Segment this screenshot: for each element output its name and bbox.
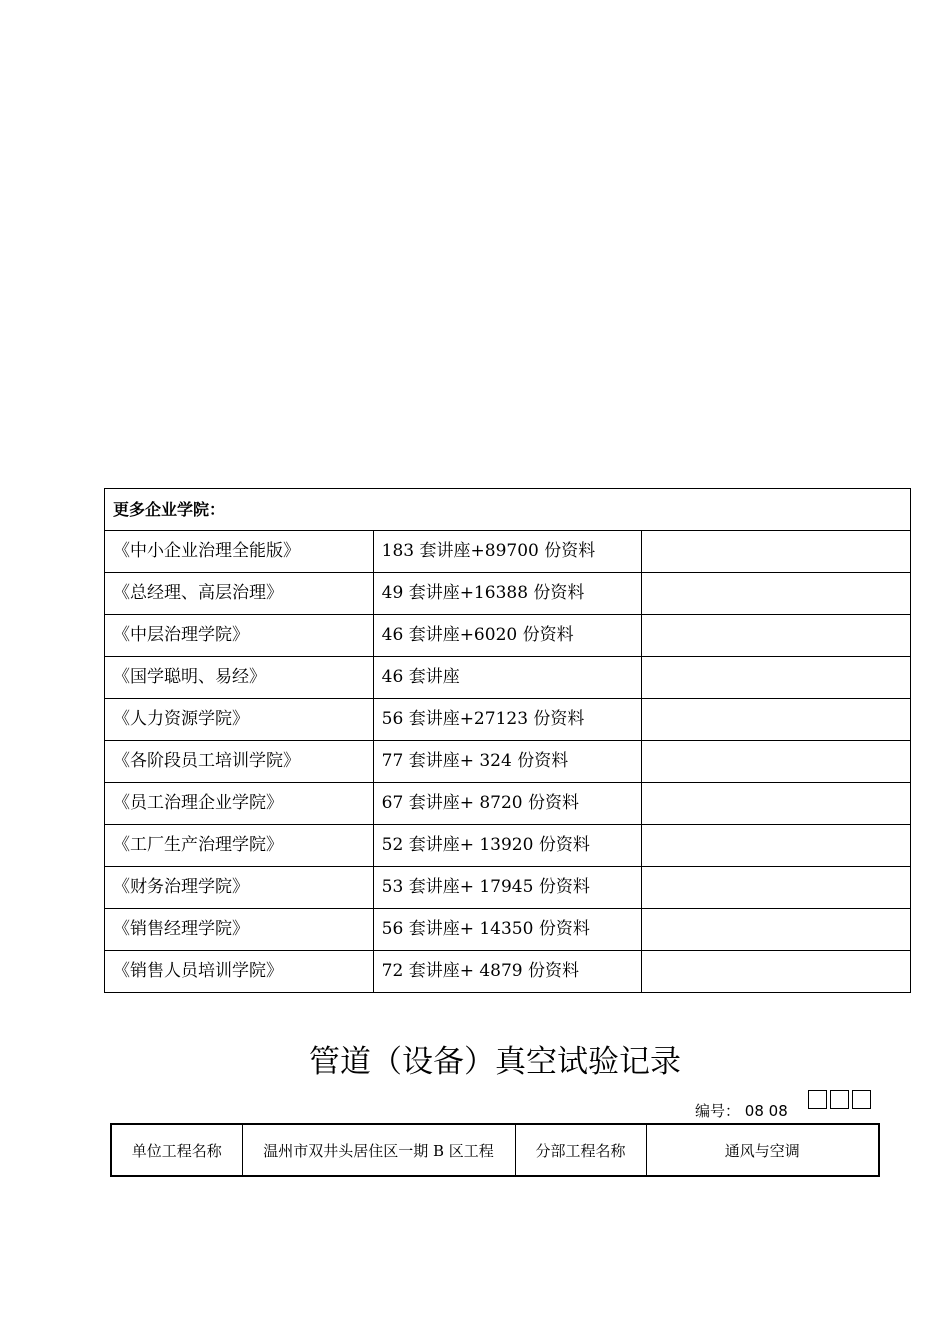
serial-box xyxy=(830,1090,849,1109)
table-row xyxy=(105,783,911,825)
unit-project-label: 单位工程名称 xyxy=(111,1124,242,1176)
academy-extra xyxy=(642,741,911,783)
academy-extra xyxy=(642,699,911,741)
record-title: 管道（设备）真空试验记录 xyxy=(309,1044,681,1080)
table-row xyxy=(105,699,911,741)
academy-desc: 46 套讲座 xyxy=(373,657,642,699)
academy-desc: 77 套讲座+ 324 份资料 xyxy=(373,741,642,783)
table-row xyxy=(105,615,911,657)
academy-desc: 183 套讲座+89700 份资料 xyxy=(373,531,642,573)
serial-boxes xyxy=(808,1090,874,1113)
serial-label: 编号： xyxy=(695,1102,741,1120)
unit-project-value: 温州市双井头居住区一期 B 区工程 xyxy=(242,1124,515,1176)
table-row xyxy=(105,867,911,909)
academy-extra xyxy=(642,867,911,909)
academy-desc: 67 套讲座+ 8720 份资料 xyxy=(373,783,642,825)
sub-project-value: 通风与空调 xyxy=(646,1124,879,1176)
table-row xyxy=(105,951,911,993)
academy-table xyxy=(104,488,911,993)
academy-extra xyxy=(642,825,911,867)
academy-name: 《国学聪明、易经》 xyxy=(105,657,374,699)
academy-extra xyxy=(642,657,911,699)
serial-box xyxy=(852,1090,871,1109)
academy-desc: 53 套讲座+ 17945 份资料 xyxy=(373,867,642,909)
table-row xyxy=(105,825,911,867)
academy-name: 《中层治理学院》 xyxy=(105,615,374,657)
academy-extra xyxy=(642,531,911,573)
sub-project-label: 分部工程名称 xyxy=(515,1124,646,1176)
academy-desc: 46 套讲座+6020 份资料 xyxy=(373,615,642,657)
academy-extra xyxy=(642,909,911,951)
academy-name: 《销售人员培训学院》 xyxy=(105,951,374,993)
academy-name: 《员工治理企业学院》 xyxy=(105,783,374,825)
academy-desc: 52 套讲座+ 13920 份资料 xyxy=(373,825,642,867)
academy-name: 《财务治理学院》 xyxy=(105,867,374,909)
academy-extra xyxy=(642,783,911,825)
table-row xyxy=(105,909,911,951)
serial-value: 08 08 xyxy=(744,1102,788,1120)
table-row xyxy=(105,531,911,573)
academy-name: 《销售经理学院》 xyxy=(105,909,374,951)
academy-name: 《人力资源学院》 xyxy=(105,699,374,741)
academy-table-header: 更多企业学院： xyxy=(105,489,911,531)
academy-name: 《总经理、高层治理》 xyxy=(105,573,374,615)
table-row xyxy=(105,657,911,699)
serial-box xyxy=(808,1090,827,1109)
academy-name: 《中小企业治理全能版》 xyxy=(105,531,374,573)
academy-extra xyxy=(642,573,911,615)
academy-desc: 49 套讲座+16388 份资料 xyxy=(373,573,642,615)
academy-desc: 72 套讲座+ 4879 份资料 xyxy=(373,951,642,993)
academy-name: 《工厂生产治理学院》 xyxy=(105,825,374,867)
project-info-table xyxy=(110,1123,880,1177)
academy-desc: 56 套讲座+27123 份资料 xyxy=(373,699,642,741)
serial-number xyxy=(695,1100,788,1121)
table-row xyxy=(105,573,911,615)
academy-desc: 56 套讲座+ 14350 份资料 xyxy=(373,909,642,951)
table-row xyxy=(105,741,911,783)
academy-extra xyxy=(642,951,911,993)
academy-extra xyxy=(642,615,911,657)
academy-name: 《各阶段员工培训学院》 xyxy=(105,741,374,783)
